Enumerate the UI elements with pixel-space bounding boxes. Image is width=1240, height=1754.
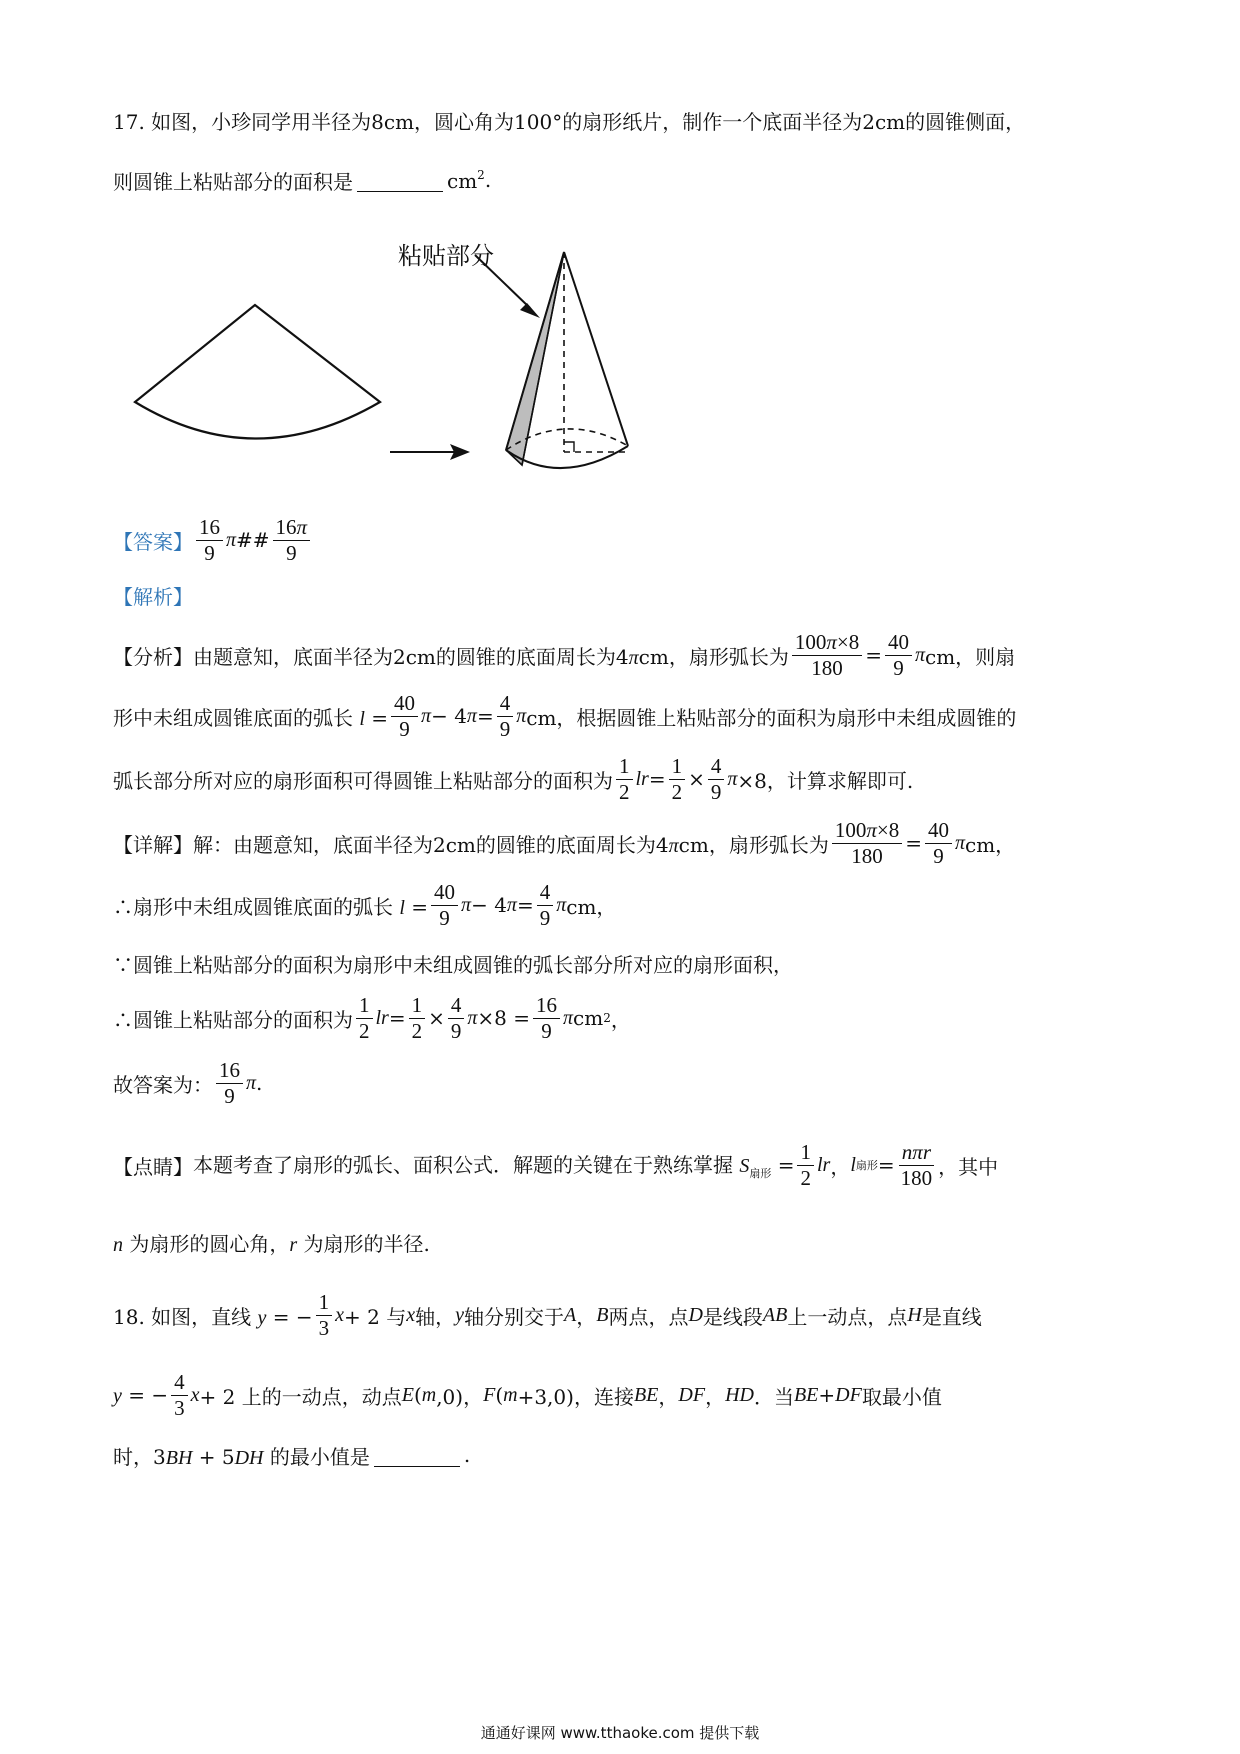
xiangjie-line2: ∴扇形中未组成圆锥底面的弧长 l = $\frac{40}{9}$ π − 4 π = $\frac{4}{9}$ π cm， [113, 880, 617, 930]
q18-line3: 时，3BH + 5DH 的最小值是 . [113, 1443, 471, 1469]
xiangjie-line4: ∴圆锥上粘贴部分的面积为 $\frac{1}{2}$ lr = $\frac{1}{2}$ × $\frac{4}{9}$ π ×8 = $\frac{16}{9}$ π cm 2 ， [113, 993, 631, 1043]
dianjing-line2: n 为扇形的圆心角，r 为扇形的半径. [113, 1231, 430, 1256]
q18-answer-blank [374, 1444, 460, 1467]
answer-blank [357, 169, 443, 192]
fenxi-line1: 【分析】 由题意知，底面半径为2cm的圆锥的底面周长为4πcm，扇形弧长为 $\frac{100\pi\times 8}{180}$ = $\frac{40}{9}$ π cm，则扇 [113, 630, 1016, 680]
xiangjie-line3: ∵圆锥上粘贴部分的面积为扇形中未组成圆锥的弧长部分所对应的扇形面积， [113, 952, 793, 977]
q17-stem-1: 17. 如图，小珍同学用半径为8cm，圆心角为100°的扇形纸片，制作一个底面半径为2cm的圆锥侧面， [113, 109, 1026, 134]
figure-label: 粘贴部分 [398, 242, 494, 270]
q17-line2: 则圆锥上粘贴部分的面积是 $cm^2$ . [113, 167, 492, 194]
q18-line1: 18. 如图，直线 y = − $\frac{1}{3}$ x + 2 与 x 轴， y 轴分别交于 A ， B 两点，点 D 是线段 AB 上一动点，点 H 是直线 [113, 1290, 982, 1340]
sector-shape [135, 305, 380, 439]
fenxi-line2: 形中未组成圆锥底面的弧长 l = $\frac{40}{9}$ π − 4 π = $\frac{4}{9}$ π cm，根据圆锥上粘贴部分的面积为扇形中未组成圆锥的 [113, 691, 1017, 741]
fenxi-line3: 弧长部分所对应的扇形面积可得圆锥上粘贴部分的面积为 $\frac{1}{2}$ lr = $\frac{1}{2}$ × $\frac{4}{9}$ π ×8，计算求解即可. [113, 754, 914, 804]
xiangjie-line1: 【详解】 解：由题意知，底面半径为2cm的圆锥的底面周长为4πcm，扇形弧长为 $\frac{100\pi\times 8}{180}$ = $\frac{40}{9}$ π cm， [113, 818, 1016, 868]
answer-line: 【答案】 $\frac{16}{9}$ π ## $\frac{16\pi}{9}$ [113, 520, 313, 560]
answer-tag: 【答案】 [113, 529, 193, 554]
dianjing-line1: 【点睛】 本题考查了扇形的弧长、面积公式．解题的关键在于熟练掌握 $S_{扇形}$ = $\frac{1}{2}$ lr ， l 扇形 = $\frac{\text{nπr}}{180}$ ，其中 [113, 1140, 999, 1190]
q17-line1 [113, 100, 1025, 140]
analysis-line [113, 575, 193, 615]
q17-stem-2: 则圆锥上粘贴部分的面积是 [113, 169, 353, 194]
unit-cm2: $cm^2$ [447, 167, 485, 193]
footer: 通通好课网 www.tthaoke.com 提供下载 [480, 1724, 760, 1742]
analysis-tag: 【解析】 [113, 584, 193, 609]
q18-line2: y = − $\frac{4}{3}$ x + 2 上的一动点，动点 E ( m ,0)， F ( m +3,0)，连接 BE ， DF ， HD ．当 BE + DF 取最小值 [113, 1370, 942, 1420]
xiangjie-line5: 故答案为： $\frac{16}{9}$ π . [113, 1058, 263, 1108]
